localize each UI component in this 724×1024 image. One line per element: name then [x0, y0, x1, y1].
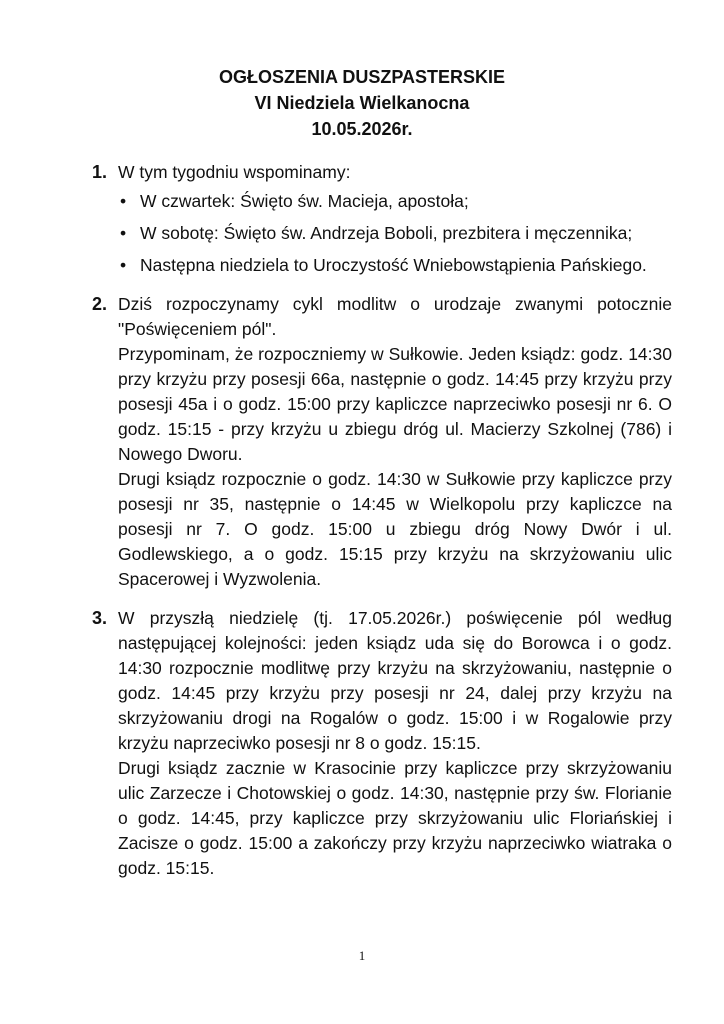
bullet-icon: •: [120, 255, 127, 275]
item-paragraph: Drugi ksiądz zacznie w Krasocinie przy kapliczce przy skrzyżowaniu ulic Zarzecze i Chotowskiej o godz. 14:30, następnie przy św. Florianie o godz. 14:45, przy kapliczce przy skrzyżowaniu ulic Floriańskiej i Zacisze o godz. 15:00 a zakończy przy krzyżu naprzeciwko wiatraka o godz. 15:15.: [118, 758, 672, 878]
page-date: 10.05.2026r.: [311, 119, 413, 139]
list-item: [118, 221, 672, 246]
announcement-item-2: [92, 292, 672, 592]
bullet-text: W czwartek: Święto św. Macieja, apostoła;: [140, 191, 469, 211]
bullet-icon: •: [120, 223, 127, 243]
item-number: 2.: [92, 294, 108, 314]
page-subtitle: VI Niedziela Wielkanocna: [254, 93, 470, 113]
page-number: 1: [358, 948, 366, 963]
list-item: [118, 189, 672, 214]
bullet-text: W sobotę: Święto św. Andrzeja Boboli, prezbitera i męczennika;: [140, 223, 633, 243]
item-paragraph: W przyszłą niedzielę (tj. 17.05.2026r.) poświęcenie pól według następującej kolejności: jeden ksiądz uda się do Borowca i o godz. 14:30 rozpocznie modlitwę przy krzyżu na skrzyżowaniu, następnie o godz. 14:45 przy krzyżu przy posesji nr 24, dalej przy krzyżu na skrzyżowaniu drogi na Rogalów o godz. 15:00 i w Rogalowie przy krzyżu naprzeciwko posesji nr 8 o godz. 15:15.: [118, 608, 672, 753]
item-paragraph: Drugi ksiądz rozpocznie o godz. 14:30 w Sułkowie przy kapliczce przy posesji nr 35, następnie o 14:45 w Wielkopolu przy kapliczce na posesji nr 7. O godz. 15:00 u zbiegu dróg Nowy Dwór i ul. Godlewskiego, a o godz. 15:15 przy krzyżu na skrzyżowaniu ulic Spacerowej i Wyzwolenia.: [118, 469, 672, 589]
item-paragraph: Przypominam, że rozpoczniemy w Sułkowie. Jeden ksiądz: godz. 14:30 przy krzyżu przy posesji 66a, następnie o godz. 14:45 przy krzyżu przy posesji 45a i o godz. 15:00 przy kapliczce naprzeciwko posesji nr 6. O godz. 15:15 - przy krzyżu u zbiegu dróg ul. Macierzy Szkolnej (786) i Nowego Dworu.: [118, 344, 672, 464]
announcement-item-3: [92, 606, 672, 881]
bullet-list: [118, 189, 672, 278]
bullet-icon: •: [120, 191, 127, 211]
page-title: OGŁOSZENIA DUSZPASTERSKIE: [218, 67, 506, 87]
announcement-item-1: [92, 160, 672, 278]
item-intro: W tym tygodniu wspominamy:: [118, 162, 351, 182]
list-item: [118, 253, 672, 278]
announcement-list: [92, 160, 672, 895]
item-paragraph: Dziś rozpoczynamy cykl modlitw o urodzaje zwanymi potocznie "Poświęceniem pól".: [118, 294, 672, 339]
item-number: 3.: [92, 608, 108, 628]
bullet-text: Następna niedziela to Uroczystość Wniebowstąpienia Pańskiego.: [140, 255, 647, 275]
item-number: 1.: [92, 162, 108, 182]
announcement-header: [0, 64, 724, 142]
